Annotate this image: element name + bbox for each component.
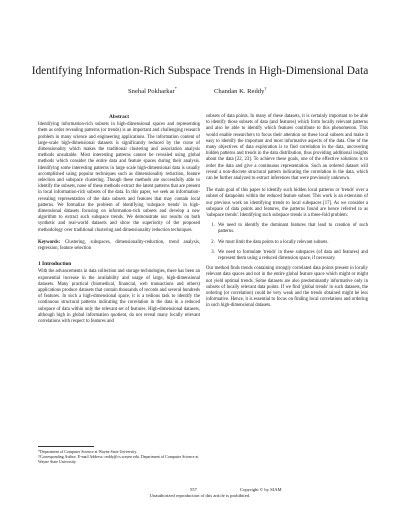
author-1-mark: * xyxy=(174,86,177,91)
keywords-text: Clustering, subspaces, dimensionality-reduction, trend analysis, regression, feature selection xyxy=(38,239,201,252)
right-paragraph-2: The main goal of this paper to identify such hidden local patterns or 'trends' over a subset of datapoints within the reduced feature subset. This work is an extension of our previous work on identifying trends to local subspaces [17]. As we consider a subspace of data points and features, the patterns found are hence referred to as 'subspace trends'. Identifying such subspace trends is a three-fold problem: xyxy=(206,188,368,219)
left-column xyxy=(38,114,200,325)
introduction-text: With the advancements in data collection and storage technologies, there has been an exponential increase in the availability and usage of large, high-dimensional datasets. Many practical (biomedical, financial, web transactions and others) applications produce datasets that contain thousands of records and several hundreds of features. In such a high-dimensional space, it is a tedious task to identify the continuous structural patterns indicating the correlation in the data in a reduced subspace of data within only the relevant set of features. High-dimensional datasets, although high in global information quotient, do not reveal many locally relevant correlations with respect to features and xyxy=(38,269,200,325)
author-1-name: Snehal Pokharkar xyxy=(128,88,175,96)
list-item: 1. We need to identify the dominant features that lead to creation of such patterns. xyxy=(216,223,368,235)
page-number: 557 xyxy=(190,487,197,492)
keywords xyxy=(38,240,200,252)
problem-list xyxy=(206,223,368,262)
introduction-heading: 1 Introduction xyxy=(38,261,72,268)
author-2 xyxy=(214,86,267,95)
footnotes xyxy=(38,446,200,465)
list-item: 3. We need to formulate 'trends' in these subspaces (of data and features) and represent them using a reduced dimension space, if necessary. xyxy=(216,250,368,262)
abstract-heading: Abstract xyxy=(108,114,130,120)
author-2-name: Chandan K. Reddy xyxy=(214,88,265,96)
list-item: 2. We must limit the data points to a locally relevant subsets. xyxy=(216,240,368,246)
right-paragraph-1: subsets of data points. In many of these datasets, it is certainly important to be able to identify those subsets of data (and features) which form locally relevant patterns and also be able to identify which features contribute to this phenomenon. This would enable researchers to focus their attention on these local subsets and make it easy to identify the important and most informative aspects of the data. One of the many objectives of data exploration is to find correlation in the data, uncovering hidden patterns and trends in the data distribution, thus providing additional insights about the data [22, 23]. To achieve these goals, one of the effective solutions is to order the data and give a continuous representation. Such an ordered dataset will reveal a non-discrete structural pattern indicating the correlation in the data, which can be further analyzed to extract inferences that were previously unknown. xyxy=(206,114,368,182)
right-paragraph-3: Our method finds trends containing strongly correlated data points present in locally relevant data spaces and not in the entire global feature space which might or might not yield optimal trends. Some datasets are also predominantly informative only in subsets of locally relevant data points. If we find 'global trends' in such datasets, the ordering (or correlation) could be very weak and the trends obtained might be less informative. Hence, it is essential to focus on finding local correlations and ordering in such high-dimensional datasets. xyxy=(206,266,368,309)
abstract-text: Identifying information-rich subsets in high-dimensional spaces and representing them as order revealing patterns (or trends) is an important and challenging research problem in many science and engineering applications. The information content of large-scale high-dimensional datasets is significantly reduced by the curse of dimensionality which makes the traditional clustering and association analysis methods unsuitable. Most interesting patterns cannot be revealed using global methods which consider the entire data and feature spaces during their analysis. Identifying some interesting patterns in large scale high-dimensional data is usually accomplished using popular techniques such as dimensionality reduction, feature selection and subspace clustering. Though these methods are successfully able to identify the subsets, none of these methods extract the latent patterns that are present in local information-rich subsets of the data. In this paper, we seek an information-revealing representation of the data subsets and features that may contain local patterns. We formalize the problem of identifying 'subspace trends' in high-dimensional datasets focusing on information-rich subsets and develop a new algorithm to extract such subspace trends. We demonstrate our results on both synthetic and real-world datasets and show the superiority of the proposed methodology over traditional clustering and dimensionality reduction techniques. xyxy=(38,122,200,233)
paper-title: Identifying Information-Rich Subspace Trends in High-Dimensional Data xyxy=(31,65,369,77)
footnote-rule xyxy=(38,446,94,447)
copyright: Copyright © by SIAM xyxy=(240,487,282,492)
author-1 xyxy=(128,86,177,95)
footnote-2: †Corresponding Author. E-mail Address: reddy@cs.wayne.edu. Department of Computer Science at Wayne State University. xyxy=(38,454,199,465)
keywords-label: Keywords: xyxy=(38,239,61,245)
footnote-1: *Department of Computer Science at Wayne State University. xyxy=(38,449,138,454)
right-column xyxy=(206,114,368,310)
author-2-mark: † xyxy=(264,86,267,91)
reproduction-notice: Unauthorized reproduction of this article is prohibited. xyxy=(149,493,251,498)
